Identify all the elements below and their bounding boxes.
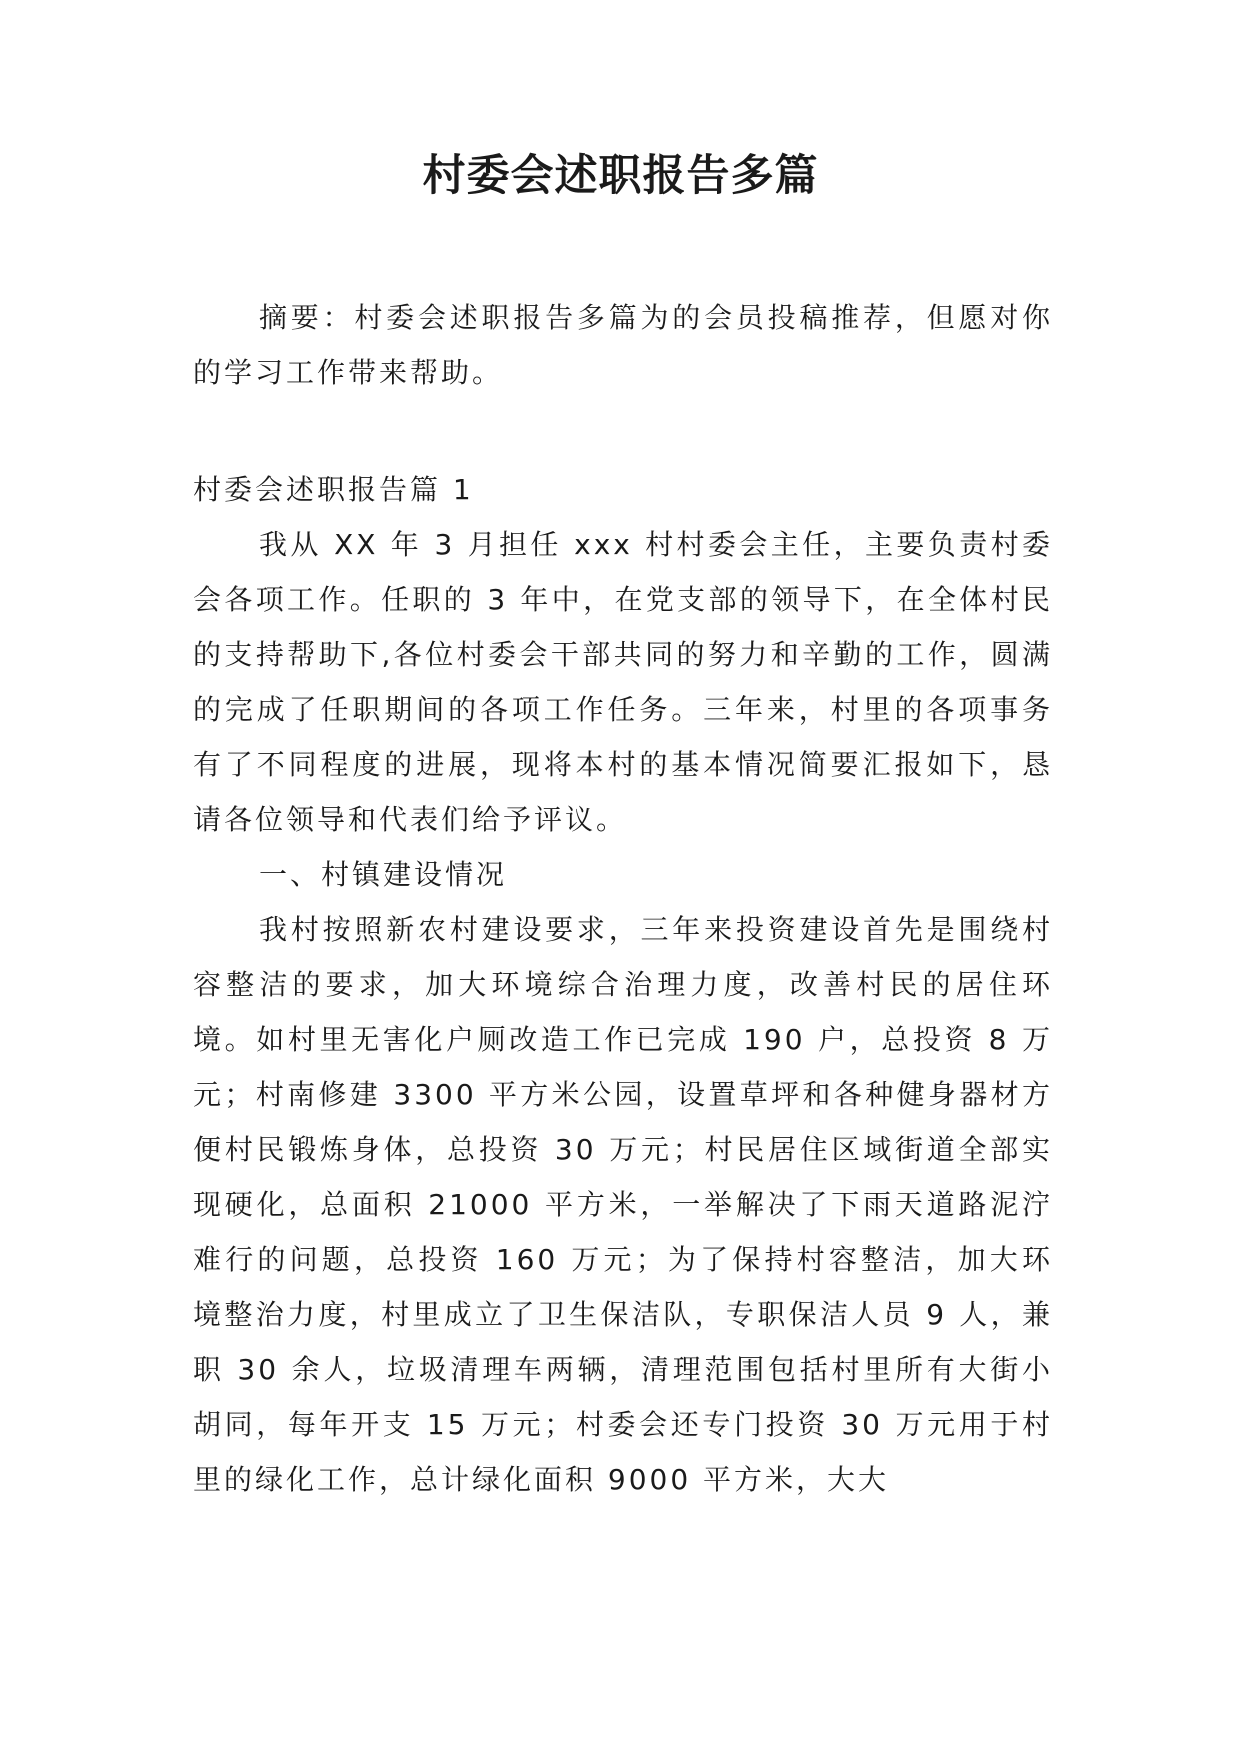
document-title: 村委会述职报告多篇 bbox=[422, 151, 819, 201]
subheading-village-construction: 一、村镇建设情况 bbox=[259, 858, 508, 891]
paragraph-village-construction: 我村按照新农村建设要求，三年来投资建设首先是围绕村容整洁的要求，加大环境综合治理力度，改善村民的居住环境。如村里无害化户厕改造工作已完成 190 户，总投资 8 万元；村南修建 3300 平方米公园，设置草坪和各种健身器材方便村民锻炼身体，总投资 30 万元；村民居住区域街道全部实现硬化，总面积 21000 平方米，一举解决了下雨天道路泥泞难行的问题，总投资 160 万元；为了保持村容整洁，加大环境整治力度，村里成立了卫生保洁队，专职保洁人员 9 人，兼职 30 余人，垃圾清理车两辆，清理范围包括村里所有大街小胡同，每年开支 15 万元；村委会还专门投资 30 万元用于村里的绿化工作，总计绿化面积 9000 平方米，大大 bbox=[193, 913, 1053, 1496]
paragraph-intro: 我从 XX 年 3 月担任 xxx 村村委会主任，主要负责村委会各项工作。任职的 3 年中，在党支部的领导下，在全体村民的支持帮助下,各位村委会干部共同的努力和辛勤的工作，圆满的完成了任职期间的各项工作任务。三年来，村里的各项事务有了不同程度的进展，现将本村的基本情况简要汇报如下，恳请各位领导和代表们给予评议。 bbox=[193, 528, 1053, 836]
section-heading: 村委会述职报告篇 1 bbox=[193, 473, 474, 506]
abstract-paragraph: 摘要：村委会述职报告多篇为的会员投稿推荐，但愿对你的学习工作带来帮助。 bbox=[193, 301, 1053, 389]
report-content bbox=[193, 517, 1053, 1507]
